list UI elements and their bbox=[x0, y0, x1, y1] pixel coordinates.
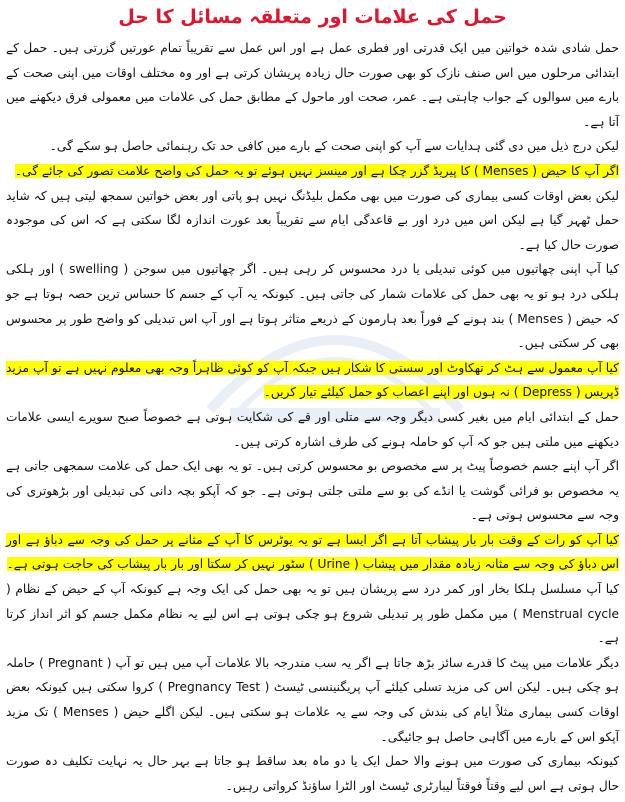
paragraph-text: لیکن درج ذیل میں دی گئی ہدایات سے آپ کو اپنی صحت کے بارے میں کافی حد تک رہنمائی حاصل ہو سکے گی۔ bbox=[49, 139, 619, 154]
paragraph bbox=[6, 749, 619, 798]
paragraph-text: اگر آپ کا حیض ( Menses ) کا پیریڈ گزر چکا ہے اور مینسز نہیں ہوئے تو یہ حمل کی واضح علامت تصور کی جائے گی۔ bbox=[14, 163, 619, 178]
paragraph-text: کیا آپ کو رات کے وقت بار بار پیشاب آتا ہے اگر ایسا ہے تو یہ یوٹرس کا آپ کے مثانے پر حمل کی وجہ سے دباؤ ہے اور اس دباؤ کی وجہ سے مثانہ زیادہ مقدار میں پیشاب ( Urine ) سٹور نہیں کر سکتا اور بار بار پیشاب کی حاجت ہوتی ہے۔ bbox=[6, 532, 619, 572]
paragraph bbox=[6, 159, 619, 184]
paragraph-text: کیا آپ معمول سے ہٹ کر تھکاوٹ اور سستی کا شکار ہیں جبکہ آپ کو کوئی ظاہراً وجہ بھی معلوم نہیں ہے تو آپ مزید ڈپریس ( Depress ) نہ ہوں اور اپنے اعصاب کو حمل کیلئے تیار کریں۔ bbox=[6, 360, 619, 400]
paragraph-text: حمل کے ابتدائی ایام میں بغیر کسی دیگر وجہ سے متلی اور قے کی شکایت ہوتی ہے خصوصاً صبح سویرے ایسی علامات دیکھنے میں ملتی ہیں جو کہ آپ کو حاملہ ہونے کی طرف اشارہ کرتی ہیں۔ bbox=[6, 409, 619, 449]
paragraph-text: کیا آپ اپنی چھاتیوں میں کوئی تبدیلی یا درد محسوس کر رہی ہیں۔ اگر چھاتیوں میں سوجن ( swelling ) اور ہلکی ہلکی درد ہو تو یہ بھی حمل کی علامات شمار کی جاتی ہیں۔ کیونکہ یہ آپ کے جسم کا حساس ترین حصہ ہوتا ہے جو کہ حیض ( Menses ) بند ہونے کے فوراً بعد ہارمون کے ذریعے متاثر ہوتا ہے اور آپ اس تبدیلی کو واضح طور پر محسوس بھی کر سکتی ہیں۔ bbox=[6, 262, 619, 351]
page-title: حمل کی علامات اور متعلقہ مسائل کا حل bbox=[118, 6, 507, 28]
paragraph-text: کیونکہ بیماری کی صورت میں ہونے والا حمل ایک یا دو ماہ بعد ساقط ہو جاتا ہے بہر حال یہ نہایت تکلیف دہ صورت حال ہوتی ہے اس لیے وقتاً فوقتاً لیبارٹری ٹیسٹ اور الٹرا ساؤنڈ کرواتی رہیں۔ bbox=[6, 754, 619, 793]
paragraph-text: حمل شادی شدہ خواتین میں ایک قدرتی اور فطری عمل ہے اور اس عمل سے تقریباً تمام عورتیں گزرتی ہیں۔ حمل کے ابتدائی مرحلوں میں اس صنف نازک کو بھی صورت حال زیادہ پریشان کرتی ہے اور وہ مختلف اوقات میں اپنی صحت کے بارے میں سوالوں کے جواب چاہتی ہے۔ عمر، صحت اور ماحول کے مطابق حمل کی علامات میں معمولی فرق دیکھنے میں آتا ہے۔ bbox=[6, 41, 619, 129]
paragraph bbox=[6, 134, 619, 159]
paragraph-text: اگر آپ اپنے جسم خصوصاً پیٹ پر سے مخصوص بو محسوس کرتی ہیں۔ تو یہ بھی ایک حمل کی علامت سمجھی جاتی ہے یہ مخصوص بو فرائی گوشت یا انڈے کی بو سے ملتی جلتی ہوتی ہے۔ جو کہ آپکو بچہ دانی کی تبدیلی اور بڑھوتری کی وجہ سے محسوس ہوتی ہے۔ bbox=[6, 459, 619, 523]
paragraph-text: لیکن بعض اوقات کسی بیماری کی صورت میں بھی مکمل بلیڈنگ نہیں ہو پاتی اور بعض خواتین سمجھ لیتی ہیں کہ شاید حمل ٹھہر گیا ہے لیکن اس میں درد اور بے قاعدگی ایام سے تقریباً بعد عورت اندازہ لگا سکتی ہے کہ اس کی موجودہ صورت حال کیا ہے۔ bbox=[6, 188, 619, 252]
paragraph bbox=[6, 36, 619, 134]
paragraph bbox=[6, 651, 619, 749]
paragraph bbox=[6, 257, 619, 355]
paragraph bbox=[6, 405, 619, 454]
paragraph bbox=[6, 577, 619, 651]
paragraph bbox=[6, 454, 619, 528]
paragraph bbox=[6, 528, 619, 577]
paragraph bbox=[6, 184, 619, 258]
paragraph-text: دیگر علامات میں پیٹ کا قدرے سائز بڑھ جاتا ہے اگر یہ سب مندرجہ بالا علامات آپ میں ہیں تو آپ ( Pregnant ) حاملہ ہو چکی ہیں۔ لیکن اس کی مزید تسلی کیلئے آپ پریگنینسی ٹیسٹ ( Pregnancy Test ) کروا سکتی ہیں کیونکہ بعض اوقات کسی بیماری مثلاً ایام کی بندش کی وجہ سے یہ علامات ہو سکتی ہیں۔ لیکن اگلے حیض ( Menses ) تک مزید آپکو اس کے بارے میں آگاہی حاصل ہو جائیگی۔ bbox=[6, 655, 619, 744]
article-body bbox=[6, 36, 619, 798]
paragraph-text: کیا آپ مسلسل ہلکا بخار اور کمر درد سے پریشان ہیں تو یہ بھی حمل کی ایک وجہ ہے کیونکہ آپ کے حیض کے نظام ( Menstrual cycle ) میں مکمل طور پر تبدیلی شروع ہو چکی ہوتی ہے اس لیے یہ نظام مکمل جسم کو اثر انداز کرتا ہے۔ bbox=[6, 582, 619, 646]
paragraph bbox=[6, 356, 619, 405]
